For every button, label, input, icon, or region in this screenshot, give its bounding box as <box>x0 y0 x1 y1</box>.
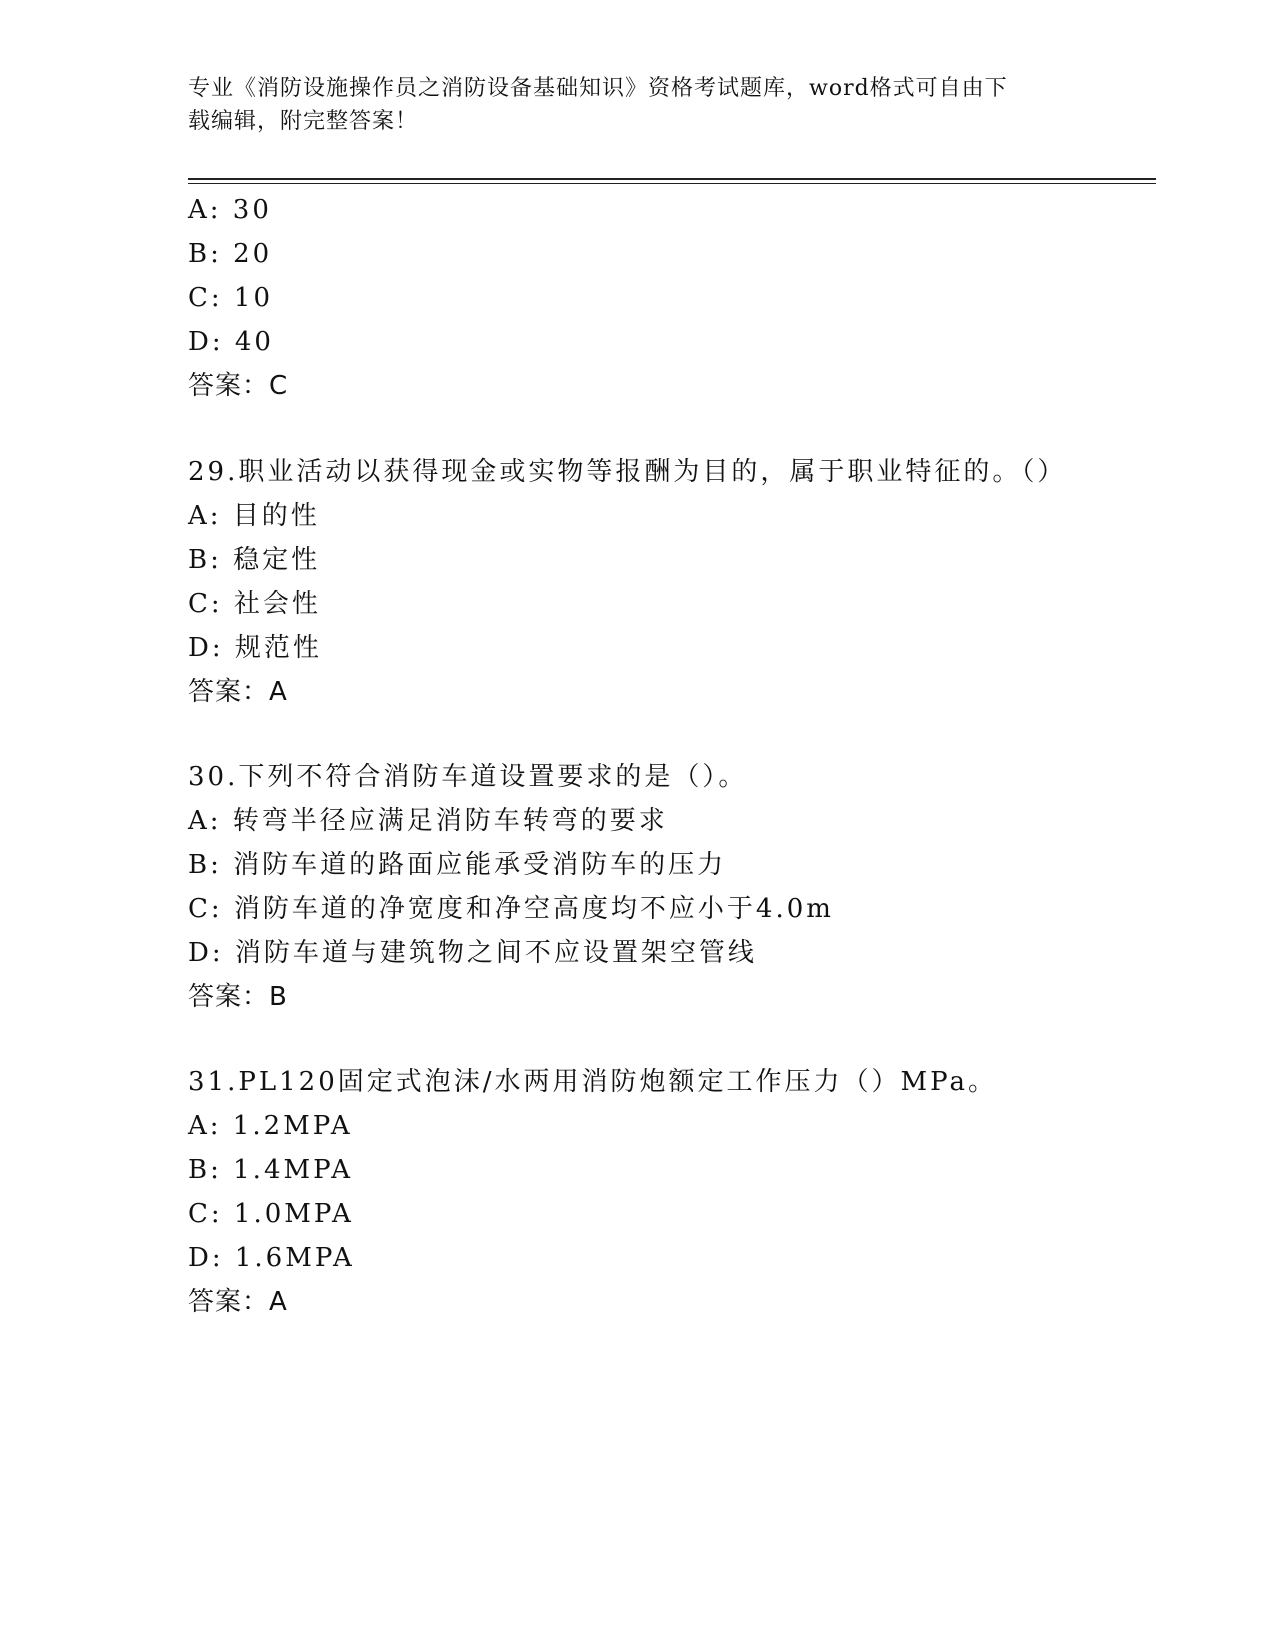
q29-option-d: D: 规范性 <box>188 633 322 663</box>
q29-question: 29.职业活动以获得现金或实物等报酬为目的，属于职业特征的。（） <box>188 457 1067 487</box>
q30-option-d: D: 消防车道与建筑物之间不应设置架空管线 <box>188 938 757 968</box>
header-divider-thick <box>188 178 1156 180</box>
header-divider-thin <box>188 183 1156 184</box>
q29-option-b: B: 稳定性 <box>188 545 321 575</box>
q31-question: 31.PL120固定式泡沫/水两用消防炮额定工作压力（）MPa。 <box>188 1067 997 1097</box>
q31-option-b: B: 1.4MPA <box>188 1155 353 1185</box>
q31-option-d: D: 1.6MPA <box>188 1243 355 1273</box>
header-line-1: 专业《消防设施操作员之消防设备基础知识》资格考试题库，word格式可自由下 <box>188 76 1008 101</box>
q30-option-c: C: 消防车道的净宽度和净空高度均不应小于4.0m <box>188 894 834 924</box>
q28-option-d: D: 40 <box>188 327 274 357</box>
q28-answer: 答案：C <box>188 371 289 401</box>
q30-answer: 答案：B <box>188 982 288 1012</box>
q30-option-b: B: 消防车道的路面应能承受消防车的压力 <box>188 850 727 880</box>
q31-option-a: A: 1.2MPA <box>188 1111 353 1141</box>
q30-question: 30.下列不符合消防车道设置要求的是（）。 <box>188 762 748 792</box>
q31-answer: 答案：A <box>188 1287 288 1317</box>
q31-option-c: C: 1.0MPA <box>188 1199 354 1229</box>
q28-option-c: C: 10 <box>188 283 274 313</box>
q28-option-a: A: 30 <box>188 195 272 225</box>
q29-option-a: A: 目的性 <box>188 501 320 531</box>
q28-option-b: B: 20 <box>188 239 273 269</box>
document-header <box>188 72 1088 138</box>
q29-answer: 答案：A <box>188 677 288 707</box>
header-line-2: 载编辑，附完整答案！ <box>188 109 419 134</box>
q29-option-c: C: 社会性 <box>188 589 321 619</box>
q30-option-a: A: 转弯半径应满足消防车转弯的要求 <box>188 806 668 836</box>
